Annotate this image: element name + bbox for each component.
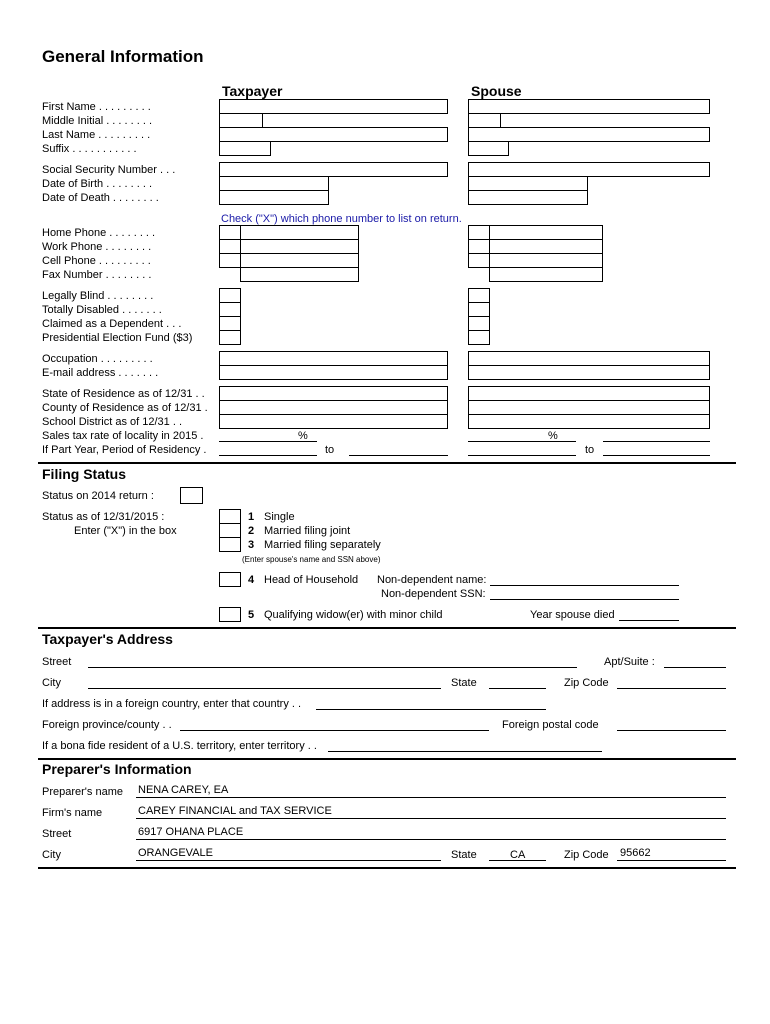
spouse-email-field[interactable] bbox=[468, 365, 710, 380]
preparer-heading: Preparer's Information bbox=[42, 761, 192, 777]
status-2014-label: Status on 2014 return : bbox=[42, 490, 154, 502]
taxpayer-period-to[interactable] bbox=[349, 455, 448, 456]
married-separate-checkbox[interactable] bbox=[219, 537, 241, 552]
apt-suite-label: Apt/Suite : bbox=[604, 656, 655, 668]
city-field[interactable] bbox=[88, 688, 441, 689]
county-residence-label: County of Residence as of 12/31 . bbox=[42, 402, 208, 414]
spouse-dependent-checkbox[interactable] bbox=[468, 316, 490, 331]
taxpayer-period-from[interactable] bbox=[219, 455, 317, 456]
firm-name-field[interactable] bbox=[136, 818, 726, 819]
spouse-note: (Enter spouse's name and SSN above) bbox=[242, 555, 381, 564]
taxpayer-blind-checkbox[interactable] bbox=[219, 288, 241, 303]
spouse-blind-checkbox[interactable] bbox=[468, 288, 490, 303]
spouse-middle-initial-field[interactable] bbox=[468, 113, 501, 128]
foreign-postal-field[interactable] bbox=[617, 730, 726, 731]
taxpayer-to-label: to bbox=[325, 444, 335, 456]
zip-field[interactable] bbox=[617, 688, 726, 689]
territory-label: If a bona fide resident of a U.S. territory, enter territory . . bbox=[42, 740, 317, 752]
spouse-suffix-field[interactable] bbox=[468, 141, 509, 156]
suffix-label: Suffix . . . . . . . . . . . bbox=[42, 143, 137, 155]
spouse-state-field[interactable] bbox=[468, 386, 710, 401]
taxpayer-work-phone-check[interactable] bbox=[219, 239, 241, 254]
dod-label: Date of Death . . . . . . . . bbox=[42, 192, 159, 204]
totally-disabled-label: Totally Disabled . . . . . . . bbox=[42, 304, 162, 316]
preparer-street-label: Street bbox=[42, 828, 72, 840]
election-fund-label: Presidential Election Fund ($3) bbox=[42, 332, 193, 344]
option-4-label: Head of Household bbox=[264, 574, 359, 586]
spouse-disabled-checkbox[interactable] bbox=[468, 302, 490, 317]
year-spouse-died-label: Year spouse died bbox=[530, 609, 615, 621]
taxpayer-dod-field[interactable] bbox=[219, 190, 329, 205]
preparer-city-label: City bbox=[42, 849, 61, 861]
nondep-ssn-label: Non-dependent SSN: bbox=[381, 588, 486, 600]
status-2014-box[interactable] bbox=[180, 487, 203, 504]
city-label: City bbox=[42, 677, 61, 689]
first-name-label: First Name . . . . . . . . . bbox=[42, 101, 151, 113]
married-joint-checkbox[interactable] bbox=[219, 523, 241, 538]
taxpayer-suffix-field[interactable] bbox=[219, 141, 271, 156]
street-field[interactable] bbox=[88, 667, 577, 668]
taxpayer-ssn-field[interactable] bbox=[219, 162, 448, 177]
taxpayer-fax-field[interactable] bbox=[240, 267, 359, 282]
taxpayer-cell-phone-field[interactable] bbox=[240, 253, 359, 268]
taxpayer-county-field[interactable] bbox=[219, 400, 448, 415]
fax-number-label: Fax Number . . . . . . . . bbox=[42, 269, 152, 281]
work-phone-label: Work Phone . . . . . . . . bbox=[42, 241, 152, 253]
taxpayer-occupation-field[interactable] bbox=[219, 351, 448, 366]
taxpayer-email-field[interactable] bbox=[219, 365, 448, 380]
spouse-period-from[interactable] bbox=[468, 455, 576, 456]
spouse-county-field[interactable] bbox=[468, 400, 710, 415]
state-label: State bbox=[451, 677, 477, 689]
spouse-percent-sign: % bbox=[548, 430, 558, 442]
email-label: E-mail address . . . . . . . bbox=[42, 367, 159, 379]
option-5-label: Qualifying widow(er) with minor child bbox=[264, 609, 443, 621]
territory-field[interactable] bbox=[328, 751, 602, 752]
preparer-state-label: State bbox=[451, 849, 477, 861]
spouse-cell-phone-field[interactable] bbox=[489, 253, 603, 268]
spouse-home-phone-field[interactable] bbox=[489, 225, 603, 240]
preparer-street-value: 6917 OHANA PLACE bbox=[138, 826, 244, 838]
year-spouse-died-field[interactable] bbox=[619, 620, 679, 621]
taxpayer-first-name-field[interactable] bbox=[219, 99, 448, 114]
legally-blind-label: Legally Blind . . . . . . . . bbox=[42, 290, 154, 302]
taxpayer-percent-sign: % bbox=[298, 430, 308, 442]
taxpayer-column-header: Taxpayer bbox=[222, 83, 283, 99]
preparer-city-value: ORANGEVALE bbox=[138, 847, 213, 859]
zip-label: Zip Code bbox=[564, 677, 609, 689]
section-rule bbox=[38, 758, 736, 760]
foreign-province-field[interactable] bbox=[180, 730, 489, 731]
claimed-dependent-label: Claimed as a Dependent . . . bbox=[42, 318, 182, 330]
status-2015-label: Status as of 12/31/2015 : bbox=[42, 511, 165, 523]
phone-note: Check ("X") which phone number to list on return. bbox=[221, 213, 462, 225]
spouse-column-header: Spouse bbox=[471, 83, 522, 99]
qualifying-widow-checkbox[interactable] bbox=[219, 607, 241, 622]
preparer-zip-label: Zip Code bbox=[564, 849, 609, 861]
spouse-sales-tax-extra[interactable] bbox=[603, 441, 710, 442]
street-label: Street bbox=[42, 656, 72, 668]
spouse-cell-phone-check[interactable] bbox=[468, 253, 490, 268]
home-phone-label: Home Phone . . . . . . . . bbox=[42, 227, 156, 239]
foreign-country-label: If address is in a foreign country, enter that country . . bbox=[42, 698, 302, 710]
taxpayer-state-field[interactable] bbox=[219, 386, 448, 401]
occupation-label: Occupation . . . . . . . . . bbox=[42, 353, 153, 365]
preparer-zip-value: 95662 bbox=[620, 847, 651, 859]
preparer-zip-field[interactable] bbox=[617, 860, 726, 861]
state-field[interactable] bbox=[489, 688, 546, 689]
spouse-dob-field[interactable] bbox=[468, 176, 588, 191]
spouse-work-phone-check[interactable] bbox=[468, 239, 490, 254]
preparer-name-value: NENA CAREY, EA bbox=[138, 784, 229, 796]
school-district-label: School District as of 12/31 . . bbox=[42, 416, 183, 428]
part-year-label: If Part Year, Period of Residency . bbox=[42, 444, 207, 456]
spouse-school-field[interactable] bbox=[468, 414, 710, 429]
spouse-election-checkbox[interactable] bbox=[468, 330, 490, 345]
taxpayer-dependent-checkbox[interactable] bbox=[219, 316, 241, 331]
foreign-postal-label: Foreign postal code bbox=[502, 719, 599, 731]
nondep-name-field[interactable] bbox=[490, 585, 679, 586]
taxpayer-work-phone-field[interactable] bbox=[240, 239, 359, 254]
section-rule bbox=[38, 867, 736, 869]
taxpayer-last-name-field[interactable] bbox=[219, 127, 448, 142]
firm-name-value: CAREY FINANCIAL and TAX SERVICE bbox=[138, 805, 332, 817]
head-household-checkbox[interactable] bbox=[219, 572, 241, 587]
taxpayer-disabled-checkbox[interactable] bbox=[219, 302, 241, 317]
foreign-province-label: Foreign province/county . . bbox=[42, 719, 172, 731]
option-1-number: 1 bbox=[248, 511, 255, 523]
middle-initial-label: Middle Initial . . . . . . . . bbox=[42, 115, 153, 127]
option-1-label: Single bbox=[264, 511, 295, 523]
spouse-dod-field[interactable] bbox=[468, 190, 588, 205]
taxpayer-home-phone-check[interactable] bbox=[219, 225, 241, 240]
option-3-number: 3 bbox=[248, 539, 255, 551]
ssn-label: Social Security Number . . . bbox=[42, 164, 176, 176]
status-2015-instruction: Enter ("X") in the box bbox=[74, 525, 177, 537]
nondep-name-label: Non-dependent name: bbox=[377, 574, 487, 586]
firm-name-label: Firm's name bbox=[42, 807, 103, 819]
foreign-country-field[interactable] bbox=[316, 709, 546, 710]
page-title: General Information bbox=[42, 47, 204, 66]
dob-label: Date of Birth . . . . . . . . bbox=[42, 178, 153, 190]
last-name-label: Last Name . . . . . . . . . bbox=[42, 129, 151, 141]
filing-status-heading: Filing Status bbox=[42, 466, 126, 482]
address-heading: Taxpayer's Address bbox=[42, 631, 173, 647]
nondep-ssn-field[interactable] bbox=[490, 599, 679, 600]
preparer-street-field[interactable] bbox=[136, 839, 726, 840]
spouse-first-name-field[interactable] bbox=[468, 99, 710, 114]
option-2-number: 2 bbox=[248, 525, 255, 537]
taxpayer-cell-phone-check[interactable] bbox=[219, 253, 241, 268]
preparer-city-field[interactable] bbox=[136, 860, 441, 861]
spouse-work-phone-field[interactable] bbox=[489, 239, 603, 254]
spouse-fax-field[interactable] bbox=[489, 267, 603, 282]
spouse-to-label: to bbox=[585, 444, 595, 456]
preparer-state-value: CA bbox=[510, 849, 526, 861]
taxpayer-middle-initial-field[interactable] bbox=[219, 113, 263, 128]
state-residence-label: State of Residence as of 12/31 . . bbox=[42, 388, 205, 400]
option-4-number: 4 bbox=[248, 574, 255, 586]
option-5-number: 5 bbox=[248, 609, 255, 621]
spouse-period-to[interactable] bbox=[603, 455, 710, 456]
spouse-last-name-field[interactable] bbox=[468, 127, 710, 142]
option-2-label: Married filing joint bbox=[264, 525, 351, 537]
single-checkbox[interactable] bbox=[219, 509, 241, 524]
preparer-name-label: Preparer's name bbox=[42, 786, 123, 798]
section-rule bbox=[38, 627, 736, 629]
spouse-home-phone-check[interactable] bbox=[468, 225, 490, 240]
spouse-ssn-field[interactable] bbox=[468, 162, 710, 177]
spouse-occupation-field[interactable] bbox=[468, 351, 710, 366]
section-rule bbox=[38, 462, 736, 464]
taxpayer-home-phone-field[interactable] bbox=[240, 225, 359, 240]
taxpayer-dob-field[interactable] bbox=[219, 176, 329, 191]
spouse-sales-tax-field[interactable] bbox=[468, 441, 576, 442]
taxpayer-school-field[interactable] bbox=[219, 414, 448, 429]
cell-phone-label: Cell Phone . . . . . . . . . bbox=[42, 255, 151, 267]
sales-tax-label: Sales tax rate of locality in 2015 . bbox=[42, 430, 204, 442]
preparer-name-field[interactable] bbox=[136, 797, 726, 798]
option-3-label: Married filing separately bbox=[264, 539, 381, 551]
taxpayer-election-checkbox[interactable] bbox=[219, 330, 241, 345]
apt-suite-field[interactable] bbox=[664, 667, 726, 668]
